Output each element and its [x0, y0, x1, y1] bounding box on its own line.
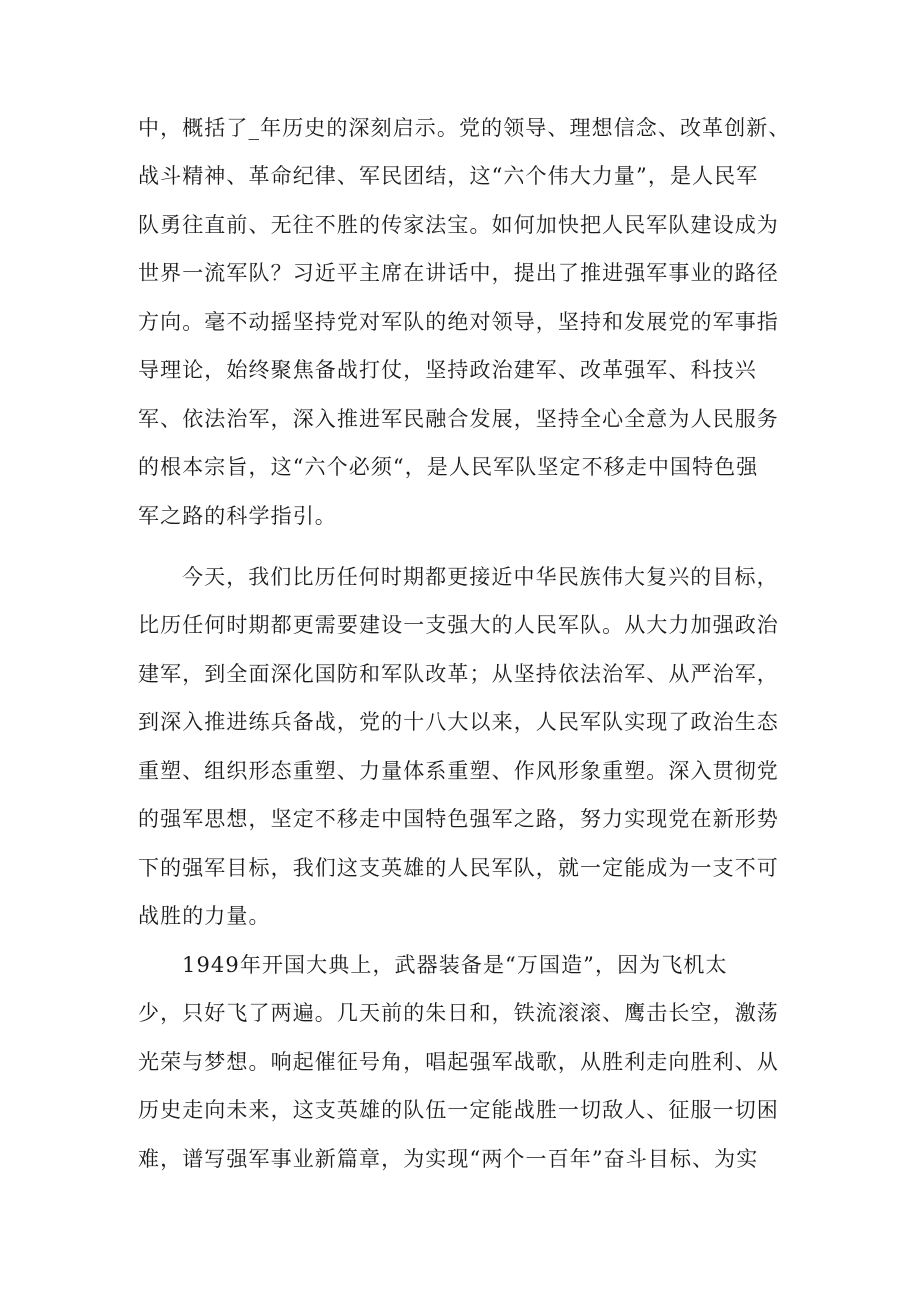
- p1-line-9: 军之路的科学指引。: [138, 504, 337, 528]
- p1-line-3: 队勇往直前、无往不胜的传家法宝。如何加快把人民军队建设成为: [138, 213, 779, 237]
- p1-line-5: 方向。毫不动摇坚持党对军队的绝对领导，坚持和发展党的军事指: [138, 310, 779, 334]
- p3-line-1: 1949年开国大典上，武器装备是“万国造”，因为飞机太: [182, 953, 728, 977]
- p2-line-2: 比历任何时期都更需要建设一支强大的人民军队。从大力加强政治: [138, 613, 779, 637]
- p1-line-7: 军、依法治军，深入推进军民融合发展，坚持全心全意为人民服务: [138, 407, 779, 431]
- p1-line-8: 的根本宗旨，这“六个必须“，是人民军队坚定不移走中国特色强: [138, 455, 759, 479]
- p3-line-2: 少，只好飞了两遍。几天前的朱日和，铁流滚滚、鹰击长空，激荡: [138, 1001, 779, 1025]
- p2-line-5: 重塑、组织形态重塑、力量体系重塑、作风形象重塑。深入贯彻党: [138, 759, 779, 783]
- p2-line-3: 建军，到全面深化国防和军队改革；从坚持依法治军、从严治军，: [138, 662, 779, 686]
- p3-line-5: 难，谱写强军事业新篇章，为实现“两个一百年”奋斗目标、为实: [138, 1147, 759, 1171]
- p3-line-4: 历史走向未来，这支英雄的队伍一定能战胜一切敌人、征服一切困: [138, 1098, 779, 1122]
- p2-line-1: 今天，我们比历任何时期都更接近中华民族伟大复兴的目标，: [182, 565, 779, 589]
- p1-line-4: 世界一流军队？习近平主席在讲话中，提出了推进强军事业的路径: [138, 261, 779, 285]
- p1-line-6: 导理论，始终聚焦备战打仗，坚持政治建军、改革强军、科技兴: [138, 358, 757, 382]
- p2-line-7: 下的强军目标，我们这支英雄的人民军队，就一定能成为一支不可: [138, 856, 779, 880]
- p2-line-8: 战胜的力量。: [138, 904, 271, 928]
- p2-line-4: 到深入推进练兵备战，党的十八大以来，人民军队实现了政治生态: [138, 710, 779, 734]
- p1-line-1: 中，概括了_年历史的深刻启示。党的领导、理想信念、改革创新、: [138, 116, 791, 140]
- p1-line-2: 战斗精神、革命纪律、军民团结，这“六个伟大力量”，是人民军: [138, 164, 759, 188]
- p3-line-3: 光荣与梦想。响起催征号角，唱起强军战歌，从胜利走向胜利、从: [138, 1050, 779, 1074]
- p2-line-6: 的强军思想，坚定不移走中国特色强军之路，努力实现党在新形势: [138, 807, 779, 831]
